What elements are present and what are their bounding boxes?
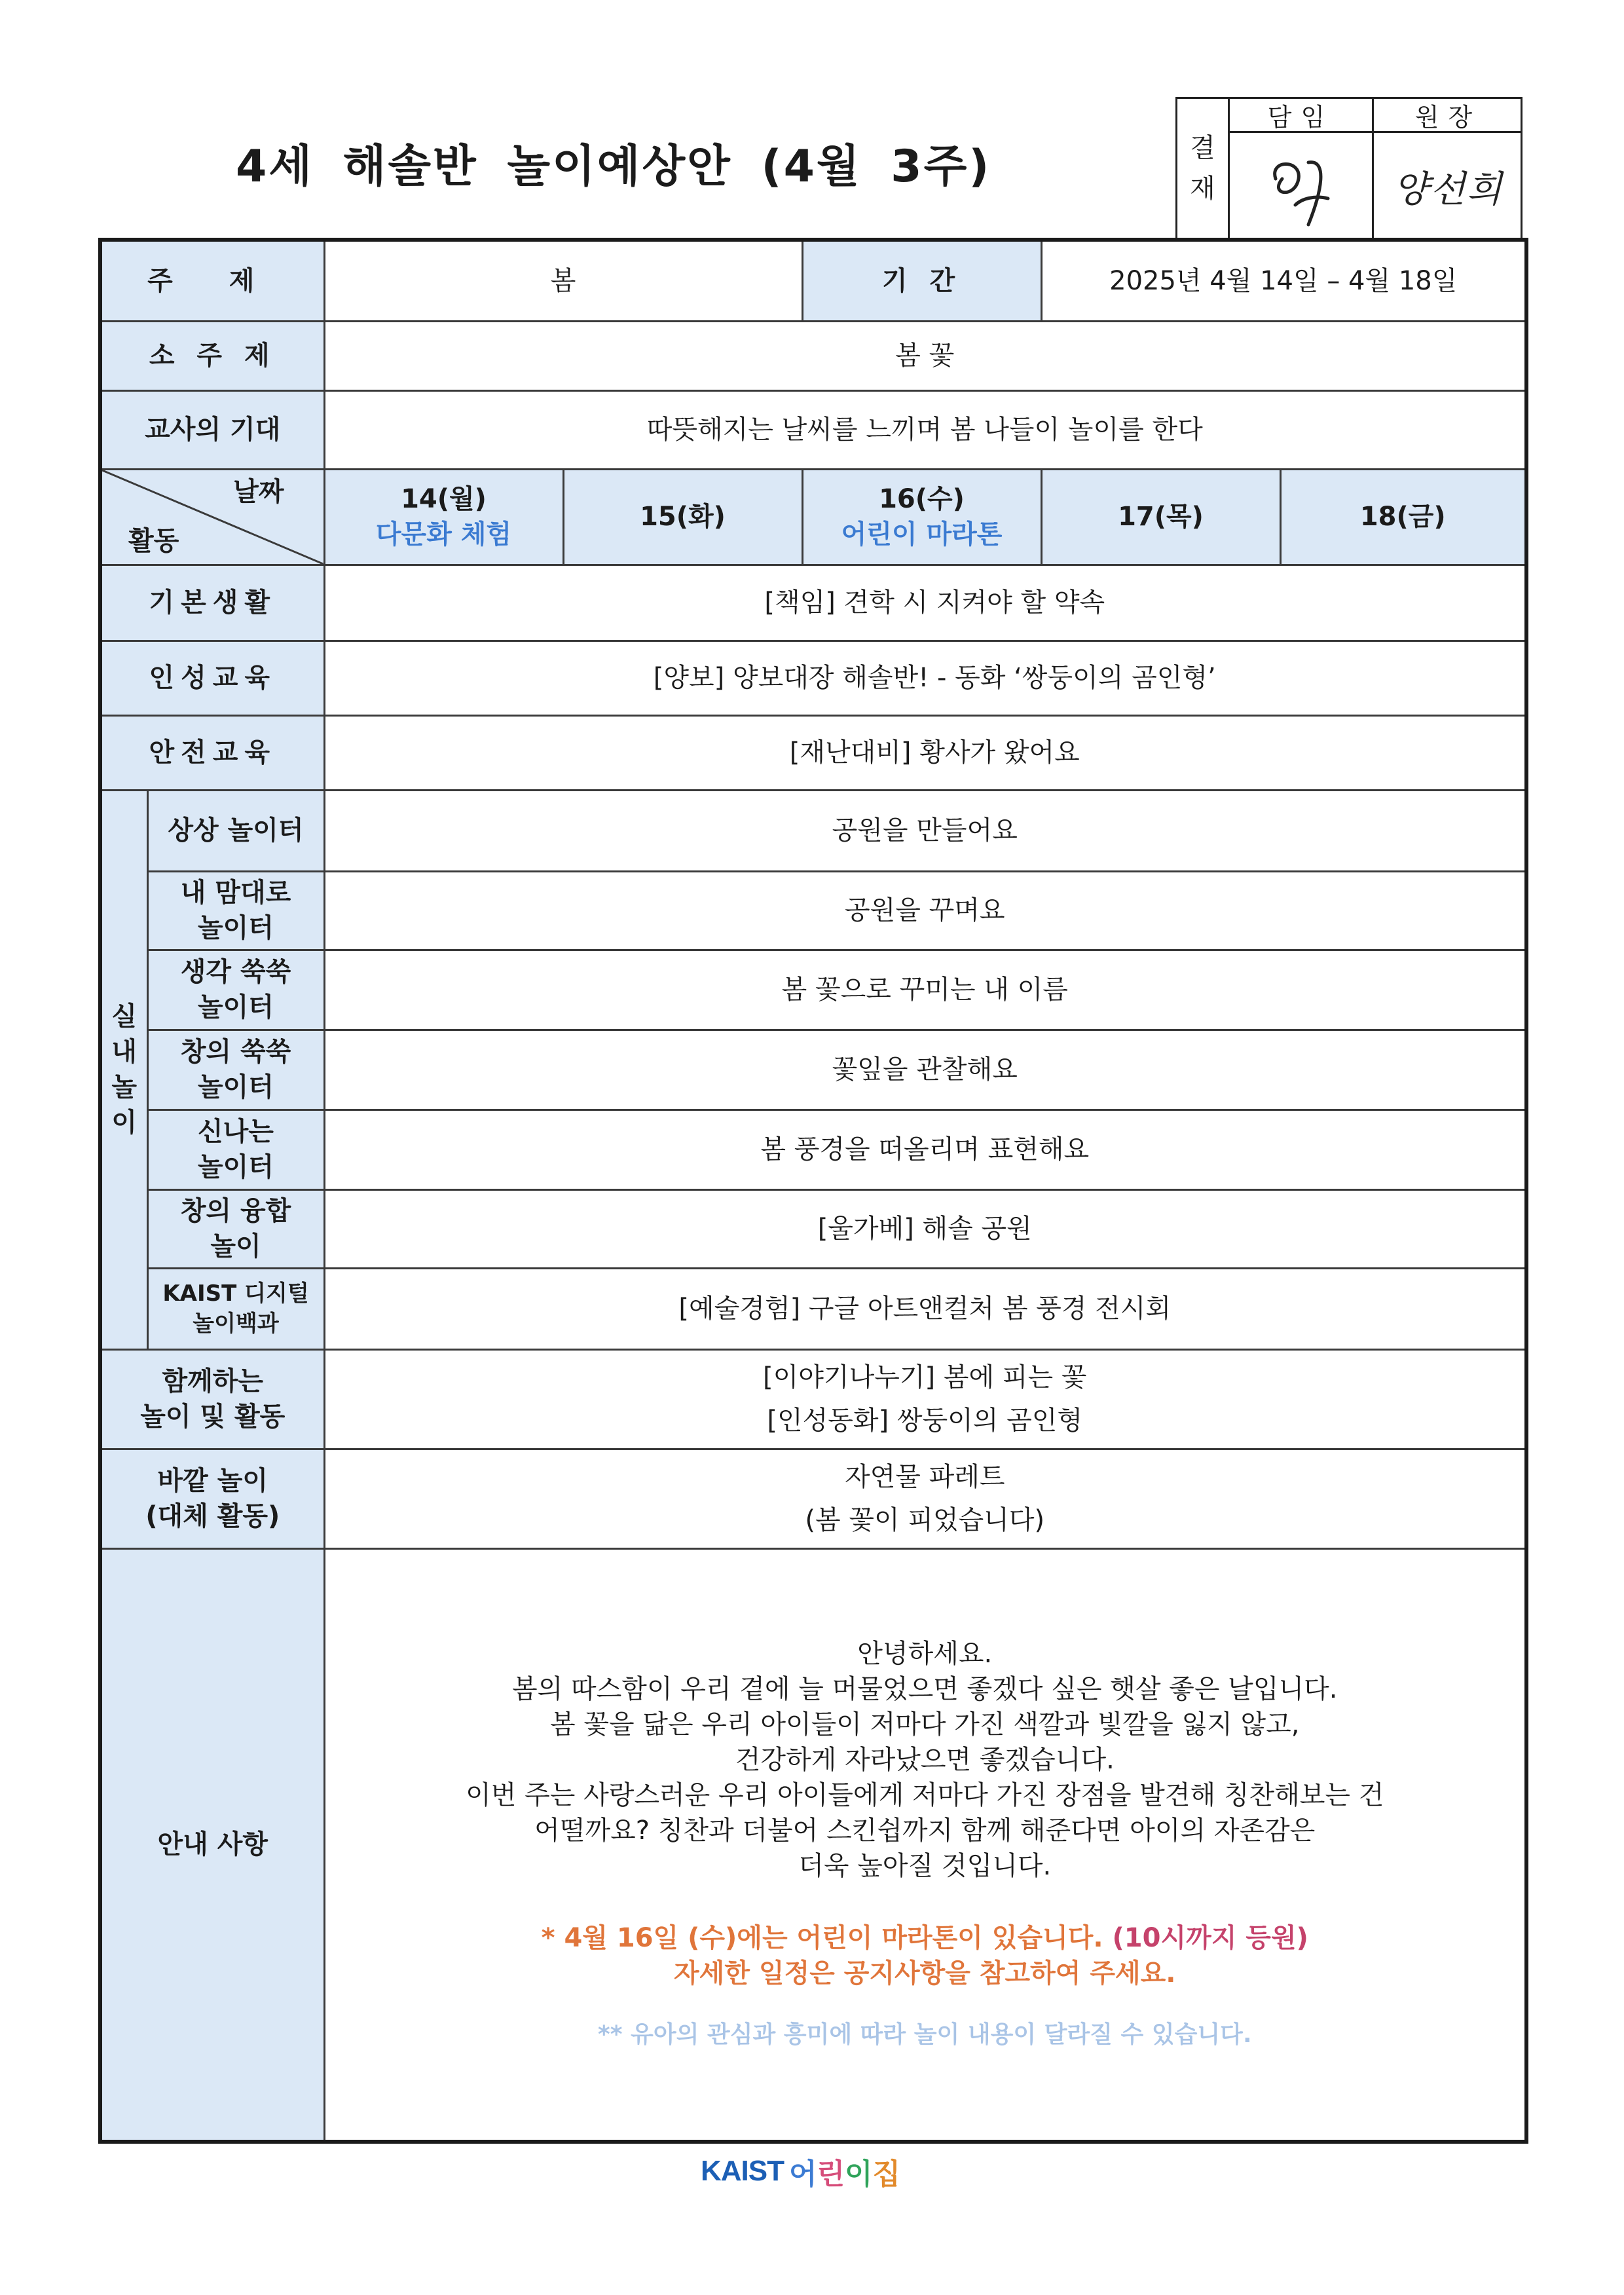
day-header-fri — [1280, 469, 1526, 565]
notice-label: 안내 사항 — [100, 1548, 324, 2142]
together-activity-value — [324, 1349, 1526, 1449]
kaist-daycare-logo — [701, 2145, 910, 2197]
indoor-item-name-line: 신나는 — [198, 1117, 274, 1147]
indoor-item-value: 봄 꽃으로 꾸미는 내 이름 — [324, 950, 1526, 1030]
together-activity-label — [100, 1349, 324, 1449]
logo-kaist-text: KAIST — [701, 2155, 784, 2187]
logo-char: 이 — [845, 2157, 873, 2191]
indoor-item-name-line: 놀이백과 — [193, 1311, 279, 1337]
indoor-item-name-line: 생각 쑥쑥 — [180, 957, 291, 987]
indoor-item-name — [147, 1189, 324, 1268]
teacher-expectation-label: 교사의 기대 — [100, 390, 324, 469]
page-title: 4세 해솔반 놀이예상안 (4월 3주) — [236, 141, 991, 193]
character-education-value: [양보] 양보대장 해솔반! - 동화 ‘쌍둥이의 곰인형’ — [324, 641, 1526, 715]
period-label: 기 간 — [802, 240, 1041, 321]
basic-life-value: [책임] 견학 시 지켜야 할 약속 — [324, 565, 1526, 641]
notice-footnote: ** 유아의 관심과 흥미에 따라 놀이 내용이 달라질 수 있습니다. — [597, 2021, 1252, 2049]
day-label: 15(화) — [640, 502, 726, 532]
notice-line: 안녕하세요. — [857, 1639, 993, 1670]
day-label: 16(수) — [879, 484, 965, 514]
indoor-item-name-line: KAIST 디지털 — [162, 1280, 309, 1307]
director-signature-text: 양선희 — [1393, 168, 1504, 211]
indoor-item-name — [147, 1268, 324, 1349]
day-event: 어린이 마라톤 — [841, 519, 1003, 550]
logo-daycare-text — [789, 2150, 900, 2192]
together-label-line: 함께하는 — [162, 1366, 264, 1396]
logo-char: 어 — [789, 2157, 817, 2191]
approval-side-bottom: 재 — [1190, 174, 1215, 204]
period-value: 2025년 4월 14일 – 4월 18일 — [1041, 240, 1526, 321]
notice-line: 건강하게 자라났으면 좋겠습니다. — [735, 1745, 1115, 1776]
subtheme-label: 소 주 제 — [100, 321, 324, 390]
theme-label: 주 제 — [100, 240, 324, 321]
indoor-item-name-line: 내 맘대로 — [180, 878, 291, 908]
indoor-item-name — [147, 1110, 324, 1189]
safety-education-value: [재난대비] 황사가 왔어요 — [324, 715, 1526, 790]
day-header-tue — [563, 469, 802, 565]
indoor-item-name — [147, 950, 324, 1030]
day-header-wed — [802, 469, 1041, 565]
approval-teacher-header: 담임 — [1230, 99, 1374, 133]
indoor-item-name — [147, 871, 324, 950]
together-value-line: [인성동화] 쌍둥이의 곰인형 — [767, 1406, 1083, 1436]
indoor-item-name — [147, 790, 324, 871]
notice-highlight-main: * 4월 16일 (수)에는 어린이 마라톤이 있습니다. — [541, 1923, 1103, 1954]
day-header-thu — [1041, 469, 1280, 565]
together-value-line: [이야기나누기] 봄에 피는 꽃 — [763, 1362, 1087, 1392]
indoor-char: 실 — [111, 1001, 138, 1032]
basic-life-label: 기본생활 — [100, 565, 324, 641]
theme-value: 봄 — [324, 240, 802, 321]
notice-line: 봄의 따스함이 우리 곁에 늘 머물었으면 좋겠다 싶은 햇살 좋은 날입니다. — [512, 1674, 1338, 1705]
outdoor-value-line: (봄 꽃이 피었습니다) — [805, 1505, 1045, 1535]
outdoor-play-label — [100, 1449, 324, 1548]
character-education-label: 인성교육 — [100, 641, 324, 715]
notice-line: 이번 주는 사랑스러운 우리 아이들에게 저마다 가진 장점을 발견해 칭찬해보는 건 — [466, 1780, 1384, 1811]
notice-line: 더욱 높아질 것입니다. — [798, 1851, 1052, 1882]
plan-table — [98, 238, 1528, 2144]
approval-box — [1175, 97, 1522, 240]
day-label: 17(목) — [1118, 502, 1204, 532]
indoor-play-label — [100, 790, 147, 1349]
subtheme-value: 봄 꽃 — [324, 321, 1526, 390]
indoor-item-name-line: 놀이터 — [198, 1072, 274, 1102]
indoor-item-name-line: 놀이터 — [198, 1152, 274, 1182]
notice-content — [324, 1548, 1526, 2142]
notice-highlight-line2: 자세한 일정은 공지사항을 참고하여 주세요. — [674, 1958, 1176, 1989]
day-label: 18(금) — [1359, 502, 1446, 532]
indoor-char: 놀 — [111, 1072, 138, 1102]
activity-header-label: 활동 — [128, 525, 179, 556]
indoor-item-value: 공원을 만들어요 — [324, 790, 1526, 871]
day-label: 14(월) — [401, 484, 487, 514]
indoor-item-value: [울가베] 해솔 공원 — [324, 1189, 1526, 1268]
teacher-expectation-value: 따뜻해지는 날씨를 느끼며 봄 나들이 놀이를 한다 — [324, 390, 1526, 469]
notice-highlight — [325, 1920, 1525, 1956]
notice-highlight-paren: (10시까지 등원) — [1103, 1923, 1308, 1954]
day-header-mon — [324, 469, 563, 565]
outdoor-play-value — [324, 1449, 1526, 1548]
logo-char: 린 — [817, 2157, 845, 2191]
indoor-item-name-line: 놀이터 — [198, 992, 274, 1022]
notice-line: 봄 꽃을 닮은 우리 아이들이 저마다 가진 색깔과 빛깔을 잃지 않고, — [550, 1709, 1300, 1740]
approval-side-top: 결 — [1190, 133, 1215, 163]
outdoor-label-line: (대체 활동) — [145, 1501, 280, 1531]
indoor-char: 이 — [111, 1108, 138, 1138]
date-activity-header — [100, 469, 324, 565]
indoor-item-value: 공원을 꾸며요 — [324, 871, 1526, 950]
day-event: 다문화 체험 — [375, 519, 512, 550]
notice-line: 어떨까요? 칭찬과 더불어 스킨쉽까지 함께 해준다면 아이의 자존감은 — [534, 1816, 1316, 1846]
teacher-signature — [1230, 133, 1374, 240]
outdoor-label-line: 바깥 놀이 — [157, 1466, 268, 1496]
indoor-item-name — [147, 1030, 324, 1110]
indoor-item-value: [예술경험] 구글 아트앤컬처 봄 풍경 전시회 — [324, 1268, 1526, 1349]
indoor-item-value: 봄 풍경을 떠올리며 표현해요 — [324, 1110, 1526, 1189]
indoor-char: 내 — [111, 1037, 138, 1067]
teacher-signature-icon — [1230, 133, 1374, 240]
indoor-item-name-line: 창의 융합 — [180, 1196, 291, 1226]
approval-side-label — [1177, 99, 1230, 238]
outdoor-value-line: 자연물 파레트 — [844, 1462, 1005, 1492]
date-header-label: 날짜 — [233, 476, 284, 507]
approval-director-header: 원장 — [1374, 99, 1522, 133]
indoor-item-name-line: 창의 쑥쑥 — [180, 1037, 291, 1067]
together-label-line: 놀이 및 활동 — [140, 1402, 286, 1432]
safety-education-label: 안전교육 — [100, 715, 324, 790]
logo-char: 집 — [872, 2157, 901, 2191]
indoor-item-value: 꽃잎을 관찰해요 — [324, 1030, 1526, 1110]
indoor-item-name-line: 상상 놀이터 — [168, 815, 304, 846]
indoor-item-name-line: 놀이 — [210, 1231, 261, 1261]
director-signature — [1374, 133, 1522, 240]
indoor-item-name-line: 놀이터 — [198, 913, 274, 943]
